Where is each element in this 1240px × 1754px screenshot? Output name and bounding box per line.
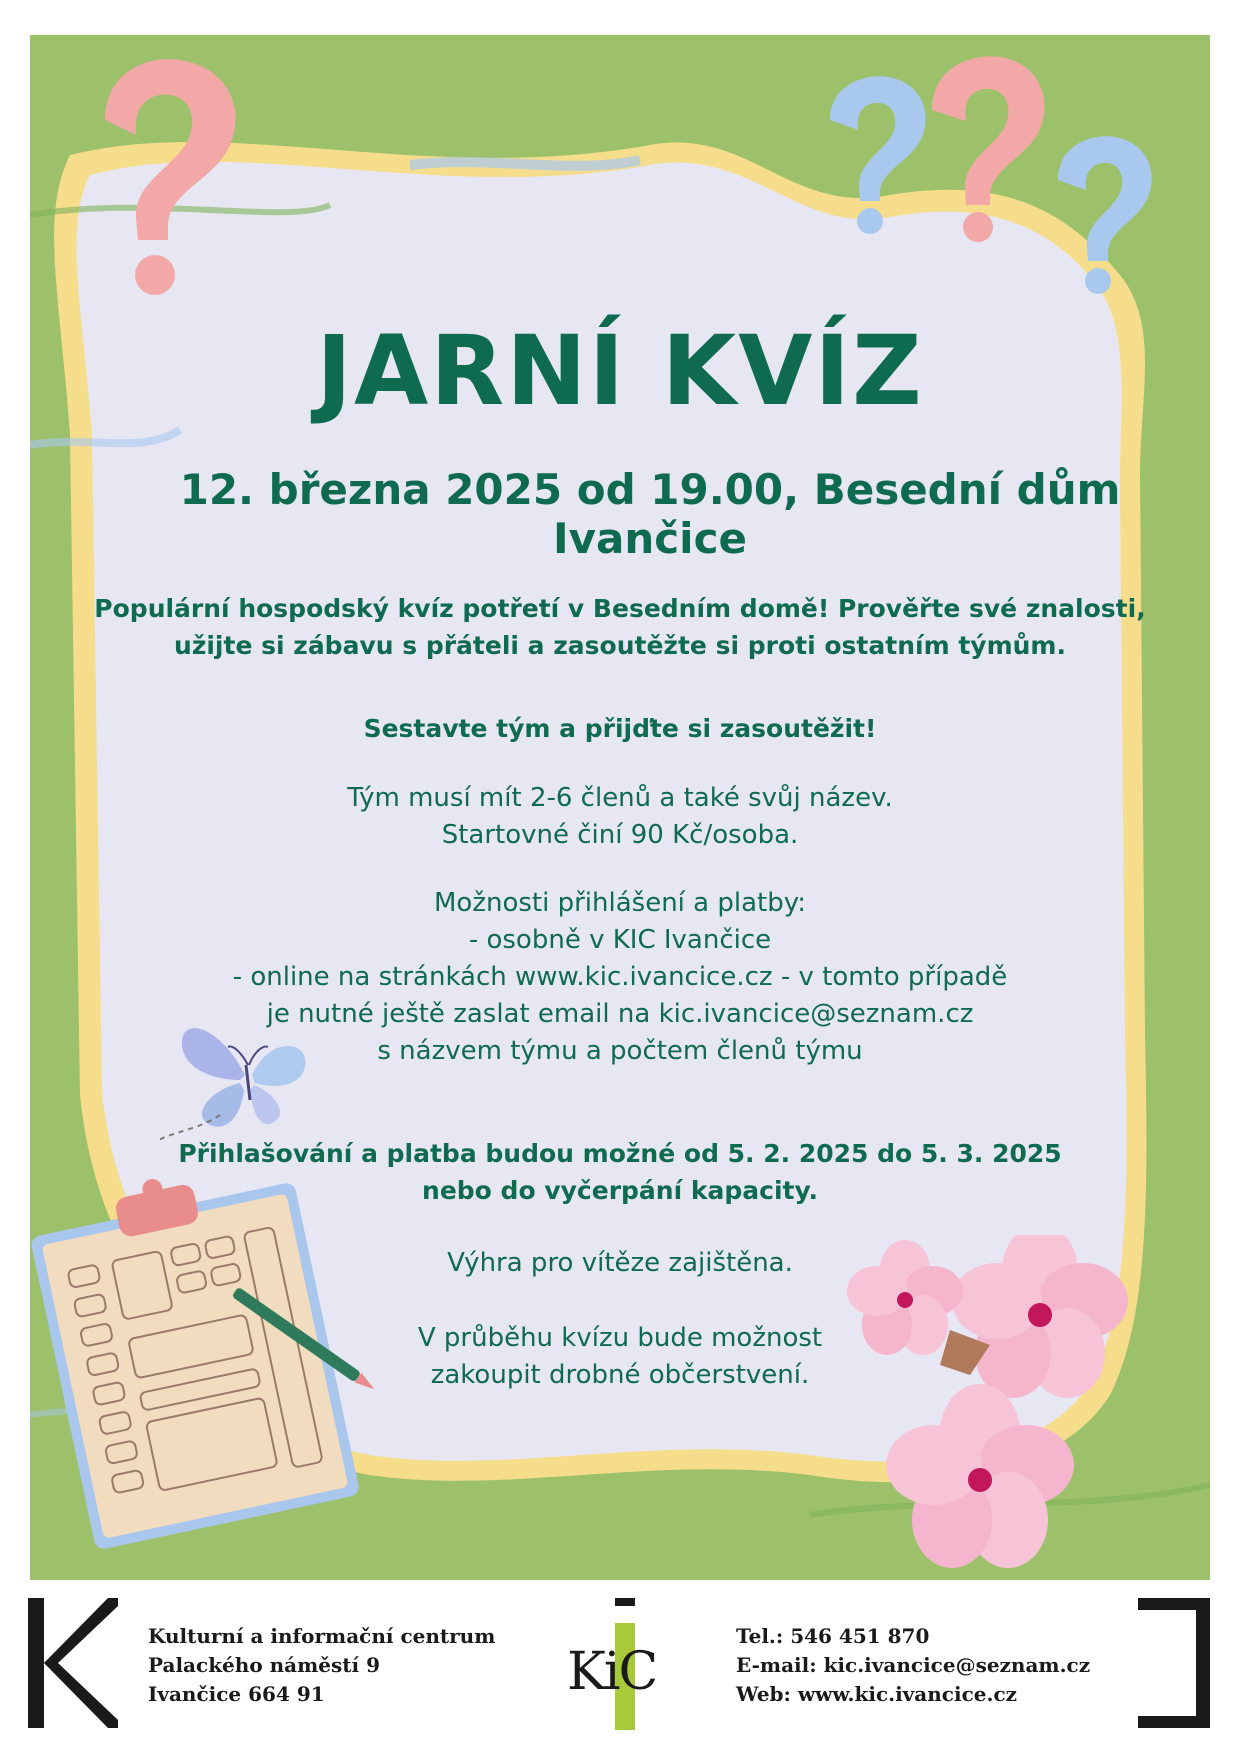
kic-bracket-mark: [1138, 1598, 1210, 1728]
prize-info: Výhra pro vítěze zajištěna.: [447, 1248, 793, 1278]
event-title: JARNÍ KVÍZ: [316, 315, 924, 427]
address-line: Palackého náměstí 9: [148, 1653, 380, 1677]
contact-email: E-mail: kic.ivancice@seznam.cz: [736, 1653, 1091, 1677]
team-rule-line: Tým musí mít 2-6 členů a také svůj název.: [347, 783, 893, 813]
address-line: Kulturní a informační centrum: [148, 1624, 496, 1648]
poster: [30, 35, 1210, 1580]
intro-line: užijte si zábavu s přáteli a zasoutěžte si proti ostatním týmům.: [174, 631, 1066, 660]
kic-k-mark: [28, 1598, 118, 1728]
kic-logo-text: KiC: [567, 1642, 657, 1702]
registration-line: je nutné ještě zaslat email na kic.ivancice@seznam.cz: [266, 999, 974, 1029]
footer-contact: [736, 1622, 1090, 1709]
contact-phone: Tel.: 546 451 870: [736, 1624, 930, 1648]
poster-content: [30, 35, 1210, 1580]
registration-deadline: [120, 1135, 1120, 1209]
footer-address: [148, 1622, 495, 1709]
deadline-line: Přihlašování a platba budou možné od 5. 2. 2025 do 5. 3. 2025: [178, 1139, 1062, 1168]
refreshments-line: V průběhu kvízu bude možnost: [417, 1323, 823, 1353]
registration-line: - online na stránkách www.kic.ivancice.cz - v tomto případě: [232, 962, 1008, 992]
refreshments-info: [120, 1320, 1120, 1394]
intro-paragraph: [90, 590, 1150, 664]
event-date-venue: 12. března 2025 od 19.00, Besední dům Ivančice: [179, 465, 1121, 563]
registration-info: [120, 885, 1120, 1070]
team-rules: [120, 780, 1120, 854]
contact-web: Web: www.kic.ivancice.cz: [736, 1682, 1017, 1706]
registration-line: s názvem týmu a počtem členů týmu: [377, 1036, 863, 1066]
address-line: Ivančice 664 91: [148, 1682, 325, 1706]
deadline-line: nebo do vyčerpání kapacity.: [422, 1176, 818, 1205]
call-to-action: Sestavte tým a přijďte si zasoutěžit!: [363, 714, 877, 743]
refreshments-line: zakoupit drobné občerstvení.: [430, 1360, 810, 1390]
registration-line: - osobně v KIC Ivančice: [468, 925, 772, 955]
registration-line: Možnosti přihlášení a platby:: [434, 888, 806, 918]
intro-line: Populární hospodský kvíz potřetí v Besedním domě! Prověřte své znalosti,: [94, 594, 1146, 623]
team-rule-line: Startovné činí 90 Kč/osoba.: [441, 820, 799, 850]
